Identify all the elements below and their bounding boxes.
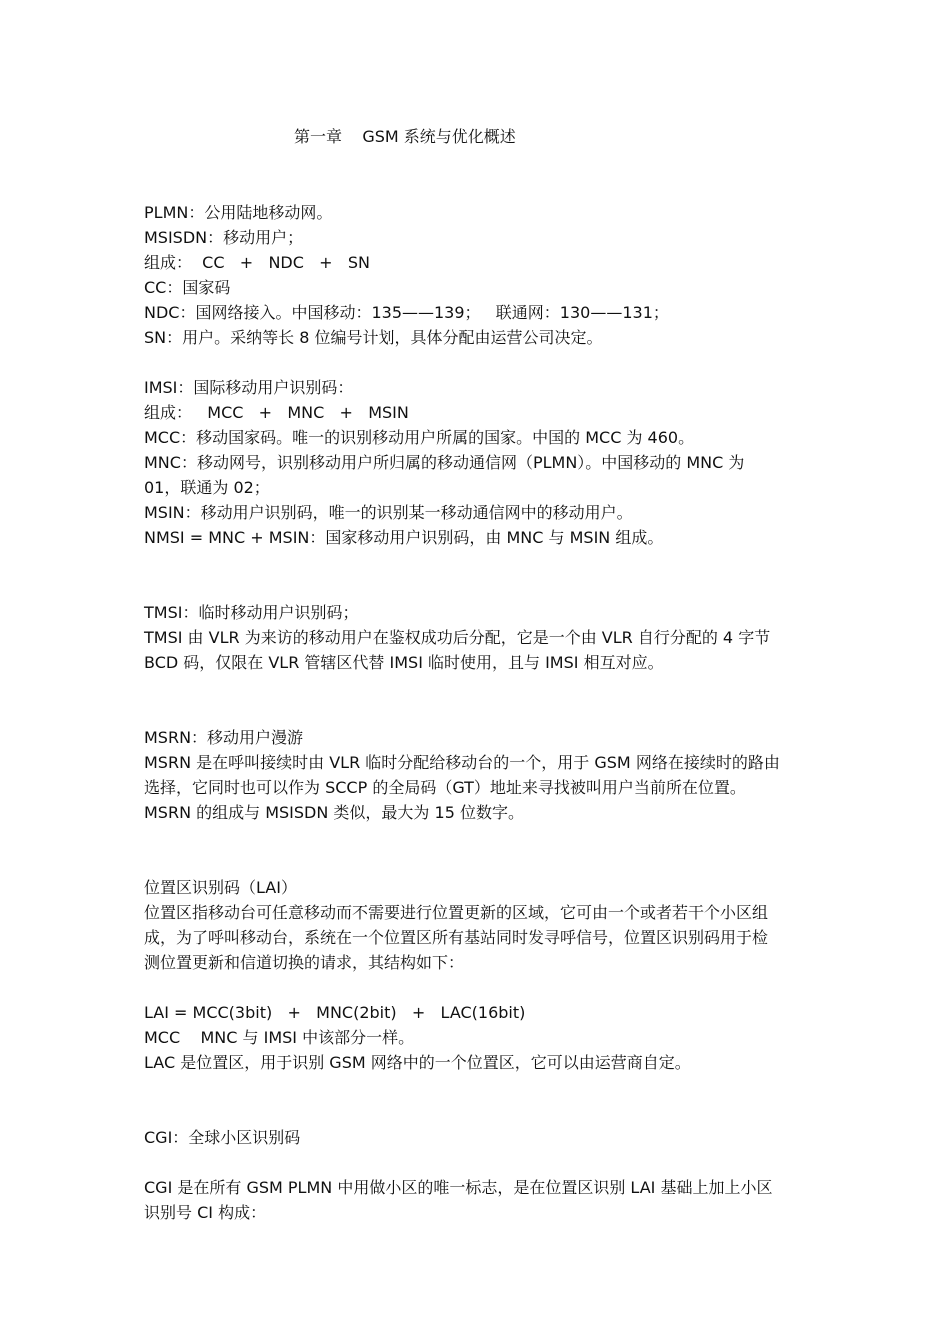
text-line: NDC：国网络接入。中国移动：135——139； 联通网：130——131；	[144, 303, 669, 322]
lai-structure-section	[144, 1000, 824, 1075]
text-line: 位置区识别码（LAI）	[144, 878, 297, 897]
msrn-section	[144, 725, 824, 825]
text-line: NMSI = MNC + MSIN：国家移动用户识别码，由 MNC 与 MSIN 组成。	[144, 528, 664, 547]
text-line: MNC：移动网号，识别移动用户所归属的移动通信网（PLMN）。中国移动的 MNC 为	[144, 453, 745, 472]
text-line: BCD 码，仅限在 VLR 管辖区代替 IMSI 临时使用，且与 IMSI 相互对应。	[144, 653, 664, 672]
paragraph-gap	[144, 350, 824, 375]
text-line: SN：用户。采纳等长 8 位编号计划，具体分配由运营公司决定。	[144, 328, 603, 347]
plmn-section	[144, 200, 824, 350]
text-line: 测位置更新和信道切换的请求，其结构如下：	[144, 953, 465, 972]
text-line: 识别号 CI 构成：	[144, 1203, 267, 1222]
imsi-section	[144, 375, 824, 550]
paragraph-gap	[144, 550, 824, 600]
paragraph-gap	[144, 675, 824, 725]
paragraph-gap	[144, 1150, 824, 1175]
text-line: 成，为了呼叫移动台，系统在一个位置区所有基站同时发寻呼信号，位置区识别码用于检	[144, 928, 769, 947]
text-line: MSISDN：移动用户；	[144, 228, 304, 247]
text-line: MSRN：移动用户漫游	[144, 728, 304, 747]
text-line: TMSI 由 VLR 为来访的移动用户在鉴权成功后分配，它是一个由 VLR 自行分配的 4 字节	[144, 628, 771, 647]
text-line: IMSI：国际移动用户识别码：	[144, 378, 354, 397]
text-line: 位置区指移动台可任意移动而不需要进行位置更新的区域，它可由一个或者若干个小区组	[144, 903, 769, 922]
text-line: 选择，它同时也可以作为 SCCP 的全局码（GT）地址来寻找被叫用户当前所在位置。	[144, 778, 746, 797]
text-line: MSRN 的组成与 MSISDN 类似，最大为 15 位数字。	[144, 803, 524, 822]
tmsi-section	[144, 600, 824, 675]
text-line: CGI 是在所有 GSM PLMN 中用做小区的唯一标志，是在位置区识别 LAI 基础上加上小区	[144, 1178, 773, 1197]
text-line: 01，联通为 02；	[144, 478, 270, 497]
text-line: CC：国家码	[144, 278, 231, 297]
paragraph-gap	[144, 825, 824, 875]
text-line: PLMN：公用陆地移动网。	[144, 203, 333, 222]
paragraph-gap	[144, 1075, 824, 1125]
text-line: MSRN 是在呼叫接续时由 VLR 临时分配给移动台的一个，用于 GSM 网络在接续时的路由	[144, 753, 780, 772]
text-line: TMSI：临时移动用户识别码；	[144, 603, 359, 622]
cgi-heading-section	[144, 1125, 824, 1150]
text-line: LAC 是位置区，用于识别 GSM 网络中的一个位置区，它可以由运营商自定。	[144, 1053, 691, 1072]
text-line: LAI = MCC(3bit) + MNC(2bit) + LAC(16bit)	[144, 1003, 526, 1022]
text-line: MCC MNC 与 IMSI 中该部分一样。	[144, 1028, 415, 1047]
chapter-title: 第一章 GSM 系统与优化概述	[294, 127, 516, 146]
document-body	[144, 200, 824, 1225]
paragraph-gap	[144, 975, 824, 1000]
text-line: MSIN：移动用户识别码，唯一的识别某一移动通信网中的移动用户。	[144, 503, 633, 522]
lai-section	[144, 875, 824, 975]
cgi-body-section	[144, 1175, 824, 1225]
text-line: CGI：全球小区识别码	[144, 1128, 301, 1147]
text-line: MCC：移动国家码。唯一的识别移动用户所属的国家。中国的 MCC 为 460。	[144, 428, 695, 447]
text-line: 组成： CC + NDC + SN	[144, 253, 370, 272]
text-line: 组成： MCC + MNC + MSIN	[144, 403, 409, 422]
